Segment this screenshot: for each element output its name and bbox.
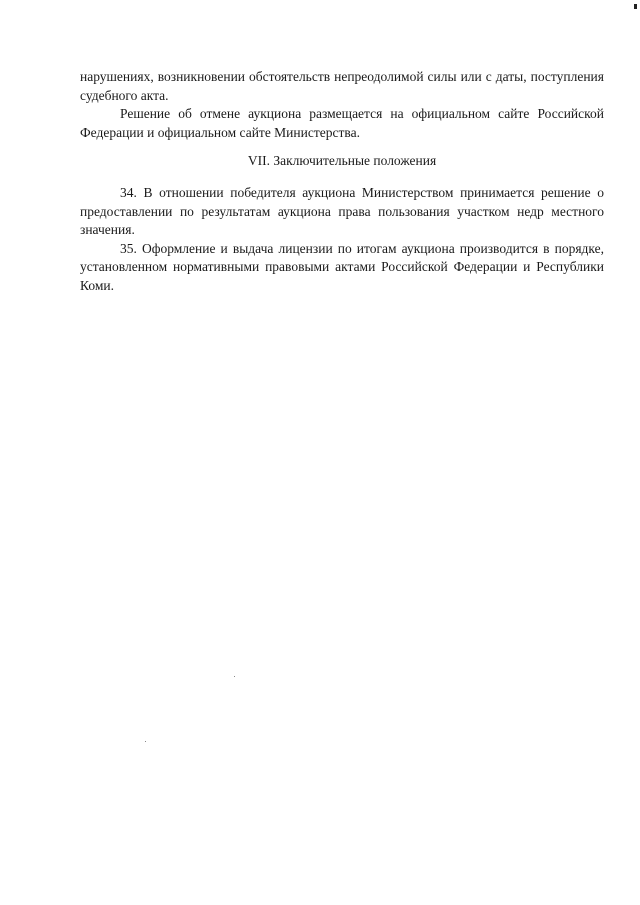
- text-block-top: [80, 68, 604, 142]
- scan-mark: [634, 4, 637, 9]
- scan-speck: [234, 676, 235, 677]
- paragraph-34: 34. В отношении победителя аукциона Министерством принимается решение о предоставлении по результатам аукциона права пользования участком недр местного значения.: [80, 185, 604, 237]
- paragraph-auction-cancel: Решение об отмене аукциона размещается на официальном сайте Российской Федерации и официальном сайте Министерства.: [80, 106, 604, 140]
- paragraph-violations: нарушениях, возникновении обстоятельств непреодолимой силы или с даты, поступления судебного акта.: [80, 69, 604, 103]
- section-heading: VII. Заключительные положения: [247, 153, 437, 168]
- paragraph-35: 35. Оформление и выдача лицензии по итогам аукциона производится в порядке, установленном нормативными правовыми актами Российской Федерации и Республики Коми.: [80, 240, 604, 293]
- text-block-bottom: [80, 184, 604, 295]
- scan-speck: [145, 741, 146, 742]
